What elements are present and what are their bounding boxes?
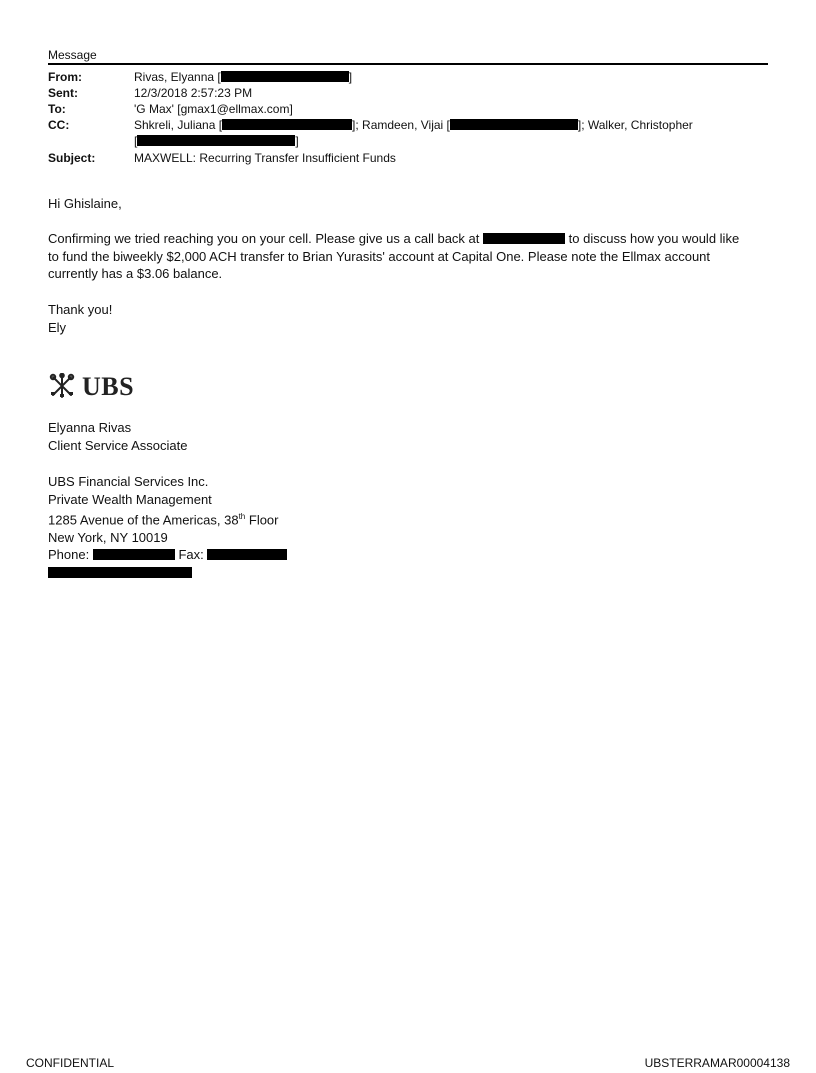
- redaction-block: [48, 567, 192, 578]
- ubs-logo: [48, 373, 134, 401]
- signature-title: Client Service Associate: [48, 437, 188, 453]
- header-rule: [48, 63, 768, 65]
- fax-label: Fax:: [178, 547, 204, 563]
- cc-value-2: [134, 133, 299, 149]
- subject-value: MAXWELL: Recurring Transfer Insufficient Funds: [134, 151, 396, 165]
- cc-open: [: [134, 134, 138, 148]
- redaction-block: [207, 549, 287, 560]
- cc-name-1: Shkreli, Juliana [: [134, 118, 223, 132]
- cc-name-2: ]; Ramdeen, Vijai [: [352, 118, 450, 132]
- signature-address-2: New York, NY 10019: [48, 529, 168, 545]
- signoff-text: Ely: [48, 319, 67, 335]
- signature-address-block: [48, 473, 768, 581]
- sent-value: 12/3/2018 2:57:23 PM: [134, 86, 253, 100]
- redaction-block: [93, 549, 175, 560]
- address-line-b: Floor: [248, 512, 279, 528]
- body-line-2: to fund the biweekly $2,000 ACH transfer to Brian Yurasits' account at Capital One. Please note the Ellmax account: [48, 248, 711, 264]
- body-line-1: [48, 230, 768, 248]
- signature-name: Elyanna Rivas: [48, 420, 132, 435]
- subject-label: Subject:: [48, 151, 96, 165]
- sent-label: Sent:: [48, 86, 78, 100]
- signature-email: [48, 564, 768, 582]
- to-value: 'G Max' [gmax1@ellmax.com]: [134, 102, 293, 116]
- redaction-block: [450, 119, 578, 130]
- redaction-block: [221, 71, 349, 82]
- cc-value: [134, 117, 693, 133]
- from-close: ]: [348, 70, 353, 84]
- signature-division: Private Wealth Management: [48, 491, 212, 507]
- body-text-1b: to discuss how you would like: [568, 231, 740, 246]
- phone-label: Phone:: [48, 547, 90, 563]
- address-sup: th: [238, 512, 246, 521]
- redaction-block: [222, 119, 352, 130]
- signature-company: UBS Financial Services Inc.: [48, 474, 209, 489]
- to-label: To:: [48, 102, 66, 116]
- confidential-label: CONFIDENTIAL: [26, 1056, 115, 1070]
- from-label: From:: [48, 70, 82, 84]
- thanks-text: Thank you!: [48, 302, 113, 317]
- message-label: Message: [48, 48, 97, 62]
- address-line-a: 1285 Avenue of the Americas, 38: [48, 512, 239, 528]
- body-line-3: currently has a $3.06 balance.: [48, 266, 223, 281]
- ubs-keys-icon: [48, 373, 76, 402]
- cc-close: ]: [295, 134, 299, 148]
- ubs-wordmark: UBS: [82, 372, 135, 401]
- closing: [48, 301, 768, 336]
- cc-label: CC:: [48, 118, 70, 132]
- body-paragraph: [48, 230, 768, 283]
- signature-phone-fax: [48, 546, 768, 564]
- body-text-1a: Confirming we tried reaching you on your cell. Please give us a call back at: [48, 231, 480, 246]
- cc-name-3: ]; Walker, Christopher: [577, 118, 693, 132]
- from-value: [134, 69, 352, 85]
- signature-name-block: [48, 419, 768, 454]
- redaction-block: [137, 135, 295, 146]
- signature-address-1: [48, 508, 768, 529]
- bates-number: UBSTERRAMAR00004138: [644, 1056, 790, 1070]
- redaction-block: [483, 233, 565, 244]
- from-name: Rivas, Elyanna [: [134, 70, 221, 84]
- greeting: Hi Ghislaine,: [48, 196, 122, 211]
